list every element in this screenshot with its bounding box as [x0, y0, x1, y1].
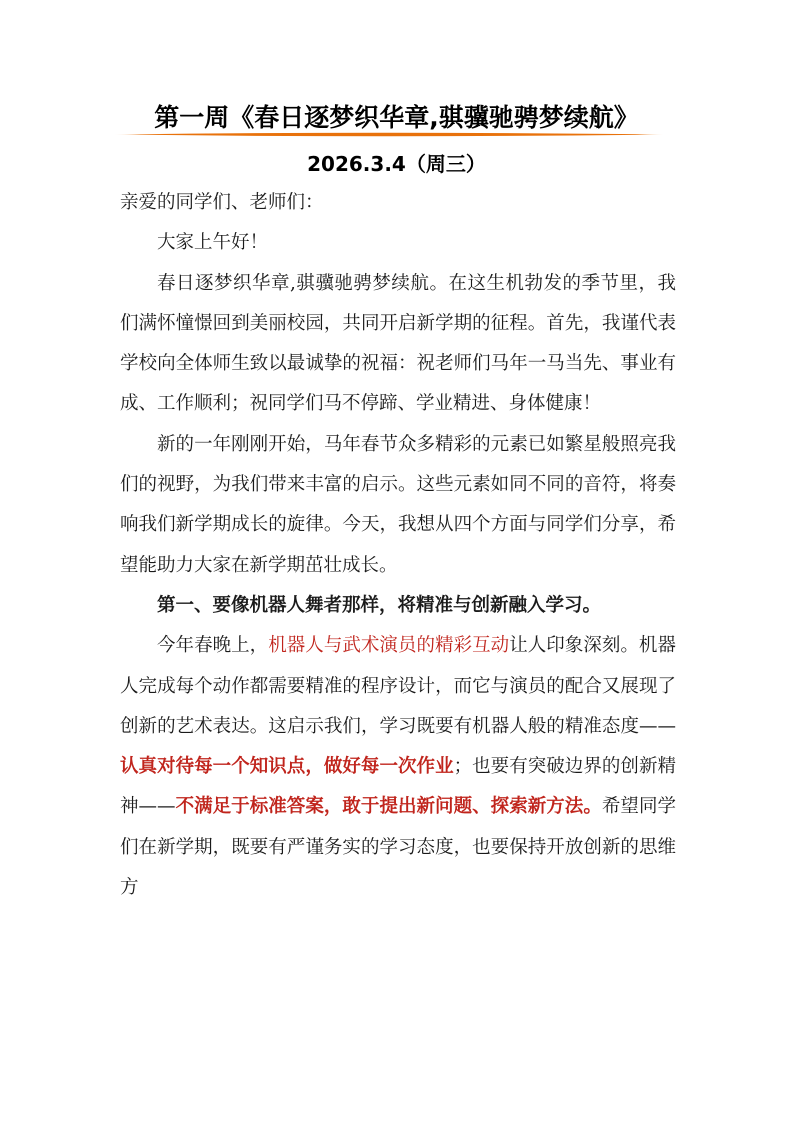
paragraph-new-year: 新的一年刚刚开始，马年春节众多精彩的元素已如繁星般照亮我们的视野，为我们带来丰富的启示。这些元素如同不同的音符，将奏响我们新学期成长的旋律。今天，我想从四个方面与同学们分享，希望能助力大家在新学期茁壮成长。 [120, 433, 676, 576]
section-heading-1: 第一、要像机器人舞者那样，将精准与创新融入学习。 [157, 594, 602, 616]
text-run: 让人印象深刻。机器人完成每个动作都需要精准的程序设计，而它与演员的配合又展现了创新的艺术表达。这启示我们，学习既要有机器人般的精准态度—— [120, 635, 676, 737]
highlight-each-knowledge-point: 认真对待每一个知识点，做好每一次作业 [120, 756, 454, 778]
date-line: 2026.3.4（周三） [307, 152, 486, 176]
title-underline [113, 131, 665, 138]
speech-body [120, 183, 676, 908]
text-run: 今年春晚上， [157, 635, 269, 657]
salutation: 亲爱的同学们、老师们： [120, 192, 324, 213]
text-run: ；也要有突破边界的创新精神—— [120, 756, 676, 818]
highlight-robot-martial-arts: 机器人与武术演员的精彩互动 [268, 635, 510, 657]
highlight-beyond-standard-answers: 不满足于标准答案，敢于提出新问题、探索新方法。 [175, 796, 602, 818]
paragraph-robot-dancer [120, 626, 676, 908]
greeting: 大家上午好！ [157, 232, 269, 254]
paragraph-opening: 春日逐梦织华章,骐骥驰骋梦续航。在这生机勃发的季节里，我们满怀憧憬回到美丽校园，共同开启新学期的征程。首先，我谨代表学校向全体师生致以最诚挚的祝福：祝老师们马年一马当先、事业有成、工作顺利；祝同学们马不停蹄、学业精进、身体健康！ [120, 272, 676, 415]
text-run: 希望同学们在新学期，既要有严谨务实的学习态度，也要保持开放创新的思维方 [120, 796, 676, 899]
page-title: 第一周《春日逐梦织华章,骐骥驰骋梦续航》 [154, 103, 639, 132]
